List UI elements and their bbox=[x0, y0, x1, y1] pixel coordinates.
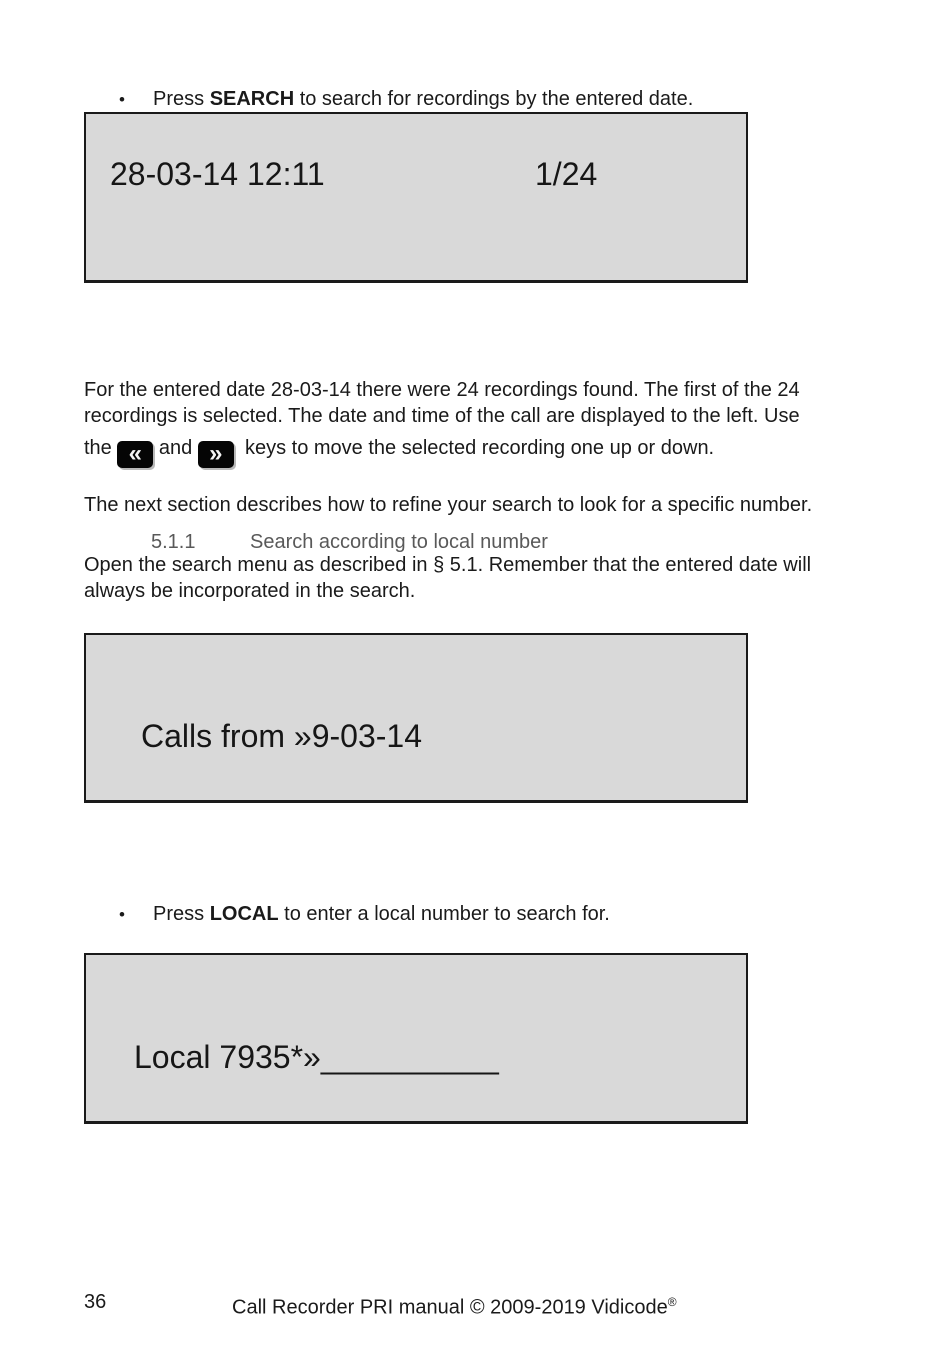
local-key-label: LOCAL bbox=[209, 903, 279, 925]
display-datetime: 28-03-14 12:11 bbox=[110, 156, 325, 192]
display-recording-counter: 1/24 bbox=[535, 156, 598, 192]
lcd-display-local-search bbox=[84, 953, 748, 1124]
display-calls-from-text: Calls from »9-03-14 bbox=[141, 718, 422, 754]
page-number: 36 bbox=[84, 1291, 107, 1313]
paragraph-line-with-keys bbox=[84, 431, 800, 468]
paragraph-text: keys to move the selected recording one up or down. bbox=[233, 437, 715, 459]
paragraph-open-search-menu bbox=[84, 552, 811, 604]
paragraph-search-result-explanation bbox=[84, 377, 800, 468]
section-number: 5.1.1 bbox=[151, 531, 196, 553]
section-title: Search according to local number bbox=[250, 531, 548, 553]
bullet-icon: • bbox=[119, 905, 125, 924]
paragraph-line: recordings is selected. The date and time of the call are displayed to the left. Use bbox=[84, 405, 800, 427]
paragraph-line: always be incorporated in the search. bbox=[84, 580, 416, 602]
bullet-press-search bbox=[119, 86, 693, 113]
rewind-key-icon: « bbox=[117, 441, 153, 468]
paragraph-line: For the entered date 28-03-14 there were 24 recordings found. The first of the 24 bbox=[84, 379, 800, 401]
footer-text: Call Recorder PRI manual © 2009-2019 Vidicode bbox=[232, 1296, 668, 1319]
bullet-text-post: to search for recordings by the entered date. bbox=[294, 88, 694, 110]
footer-title bbox=[232, 1289, 677, 1321]
forward-key-icon: » bbox=[198, 441, 234, 468]
paragraph-line: Open the search menu as described in § 5.1. Remember that the entered date will bbox=[84, 554, 812, 576]
bullet-text-pre: Press bbox=[153, 88, 210, 110]
registered-trademark-mark: ® bbox=[667, 1295, 677, 1309]
lcd-display-calls-from bbox=[84, 633, 748, 803]
paragraph-text: the bbox=[84, 437, 118, 459]
display-local-entry-text: Local 7935*»__________ bbox=[134, 1039, 499, 1075]
search-key-label: SEARCH bbox=[209, 88, 295, 110]
bullet-icon: • bbox=[119, 90, 125, 109]
lcd-display-search-result bbox=[84, 112, 748, 283]
paragraph-next-section bbox=[84, 492, 812, 518]
paragraph-line: The next section describes how to refine your search to look for a specific number. bbox=[84, 494, 813, 516]
bullet-text-post: to enter a local number to search for. bbox=[278, 903, 610, 925]
bullet-text-pre: Press bbox=[153, 903, 210, 925]
paragraph-text: and bbox=[153, 437, 198, 459]
bullet-press-local bbox=[119, 901, 610, 928]
